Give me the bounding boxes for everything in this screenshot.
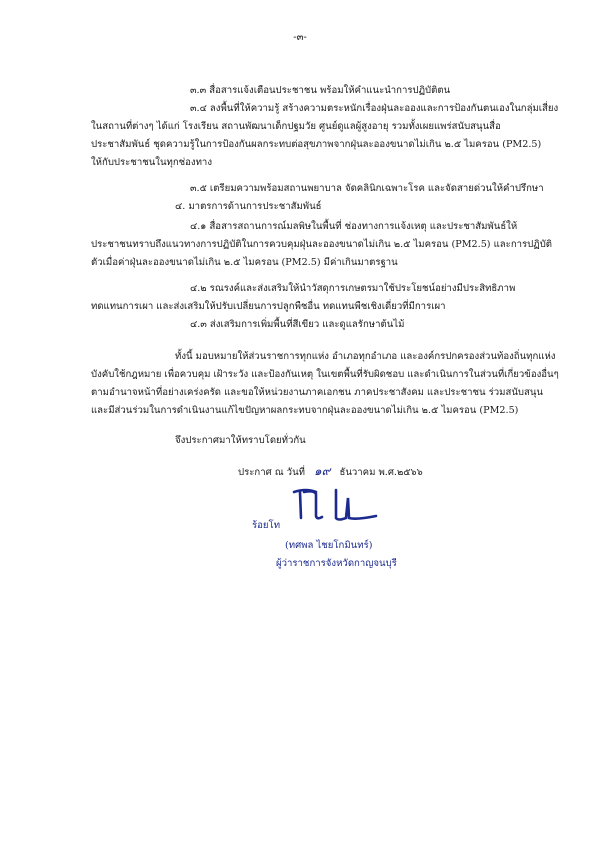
item-4-1-line-2: ประชาชนทราบถึงแนวทางการปฏิบัติในการควบคุมฝุ่นละอองขนาดไม่เกิน ๒.๕ ไมครอน (PM2.5) และการปฏิบัติ	[91, 239, 553, 250]
signatory-position: ผู้ว่าราชการจังหวัดกาญจนบุรี	[276, 558, 397, 569]
item-3-4-line-4: ให้กับประชาชนในทุกช่องทาง	[91, 157, 212, 168]
item-3-4-line-3: ประชาสัมพันธ์ ชุดความรู้ในการป้องกันผลกระทบต่อสุขภาพจากฝุ่นละอองขนาดไม่เกิน ๒.๕ ไมครอน (PM2.5)	[91, 139, 542, 150]
item-3-3: ๓.๓ สื่อสารแจ้งเตือนประชาชน พร้อมให้คำแนะนำการปฏิบัติตน	[190, 85, 451, 96]
heading-4: ๔. มาตรการด้านการประชาสัมพันธ์	[175, 201, 322, 212]
closing-line-1: ทั้งนี้ มอบหมายให้ส่วนราชการทุกแห่ง อำเภอทุกอำเภอ และองค์กรปกครองส่วนท้องถิ่นทุกแห่ง	[175, 351, 556, 362]
item-3-4-line-2: ในสถานที่ต่างๆ ได้แก่ โรงเรียน สถานพัฒนาเด็กปฐมวัย ศูนย์ดูแลผู้สูงอายุ รวมทั้งเผยแพร่สนับสนุนสื่อ	[91, 121, 501, 132]
date-prefix: ประกาศ ณ วันที่	[238, 467, 305, 478]
item-4-1-line-1: ๔.๑ สื่อสารสถานการณ์มลพิษในพื้นที่ ช่องทางการแจ้งเหตุ และประชาสัมพันธ์ให้	[190, 221, 518, 232]
closing-line-2: บังคับใช้กฎหมาย เพื่อควบคุม เฝ้าระวัง และป้องกันเหตุ ในเขตพื้นที่รับผิดชอบ และดำเนินการในส่วนที่เกี่ยวข้องอื่นๆ	[91, 369, 559, 380]
page-number: -๓-	[293, 32, 307, 43]
item-4-2-line-2: ทดแทนการเผา และส่งเสริมให้ปรับเปลี่ยนการปลูกพืชอื่น ทดแทนพืชเชิงเดี่ยวที่มีการเผา	[91, 301, 446, 312]
date-day: ๑๙	[314, 464, 331, 478]
closing-line-3: ตามอำนาจหน้าที่อย่างเคร่งครัด และขอให้หน่วยงานภาคเอกชน ภาคประชาสังคม และประชาชน ร่วมสนับสนุน	[91, 387, 543, 398]
signature-rank: ร้อยโท	[252, 520, 281, 531]
date-line	[238, 465, 423, 479]
item-3-5: ๓.๕ เตรียมความพร้อมสถานพยาบาล จัดคลินิกเฉพาะโรค และจัดสายด่วนให้คำปรึกษา	[190, 183, 544, 194]
handwritten-signature	[290, 484, 380, 524]
item-4-2-line-1: ๔.๒ รณรงค์และส่งเสริมให้นำวัสดุการเกษตรมาใช้ประโยชน์อย่างมีประสิทธิภาพ	[190, 283, 516, 294]
item-4-3: ๔.๓ ส่งเสริมการเพิ่มพื้นที่สีเขียว และดูแลรักษาต้นไม้	[190, 319, 405, 330]
item-3-4-line-1: ๓.๔ ลงพื้นที่ให้ความรู้ สร้างความตระหนักเรื่องฝุ่นละอองและการป้องกันตนเองในกลุ่มเสี่ยง	[190, 103, 559, 114]
announcement: จึงประกาศมาให้ทราบโดยทั่วกัน	[175, 435, 306, 446]
item-4-1-line-3: ตัวเมื่อค่าฝุ่นละอองขนาดไม่เกิน ๒.๕ ไมครอน (PM2.5) มีค่าเกินมาตรฐาน	[91, 257, 398, 268]
closing-line-4: และมีส่วนร่วมในการดำเนินงานแก้ไขปัญหาผลกระทบจากฝุ่นละอองขนาดไม่เกิน ๒.๕ ไมครอน (PM2.5)	[91, 405, 519, 416]
date-rest: ธันวาคม พ.ศ.๒๕๖๖	[339, 467, 423, 478]
signatory-name: (ทศพล ไชยโกมินทร์)	[285, 540, 373, 551]
